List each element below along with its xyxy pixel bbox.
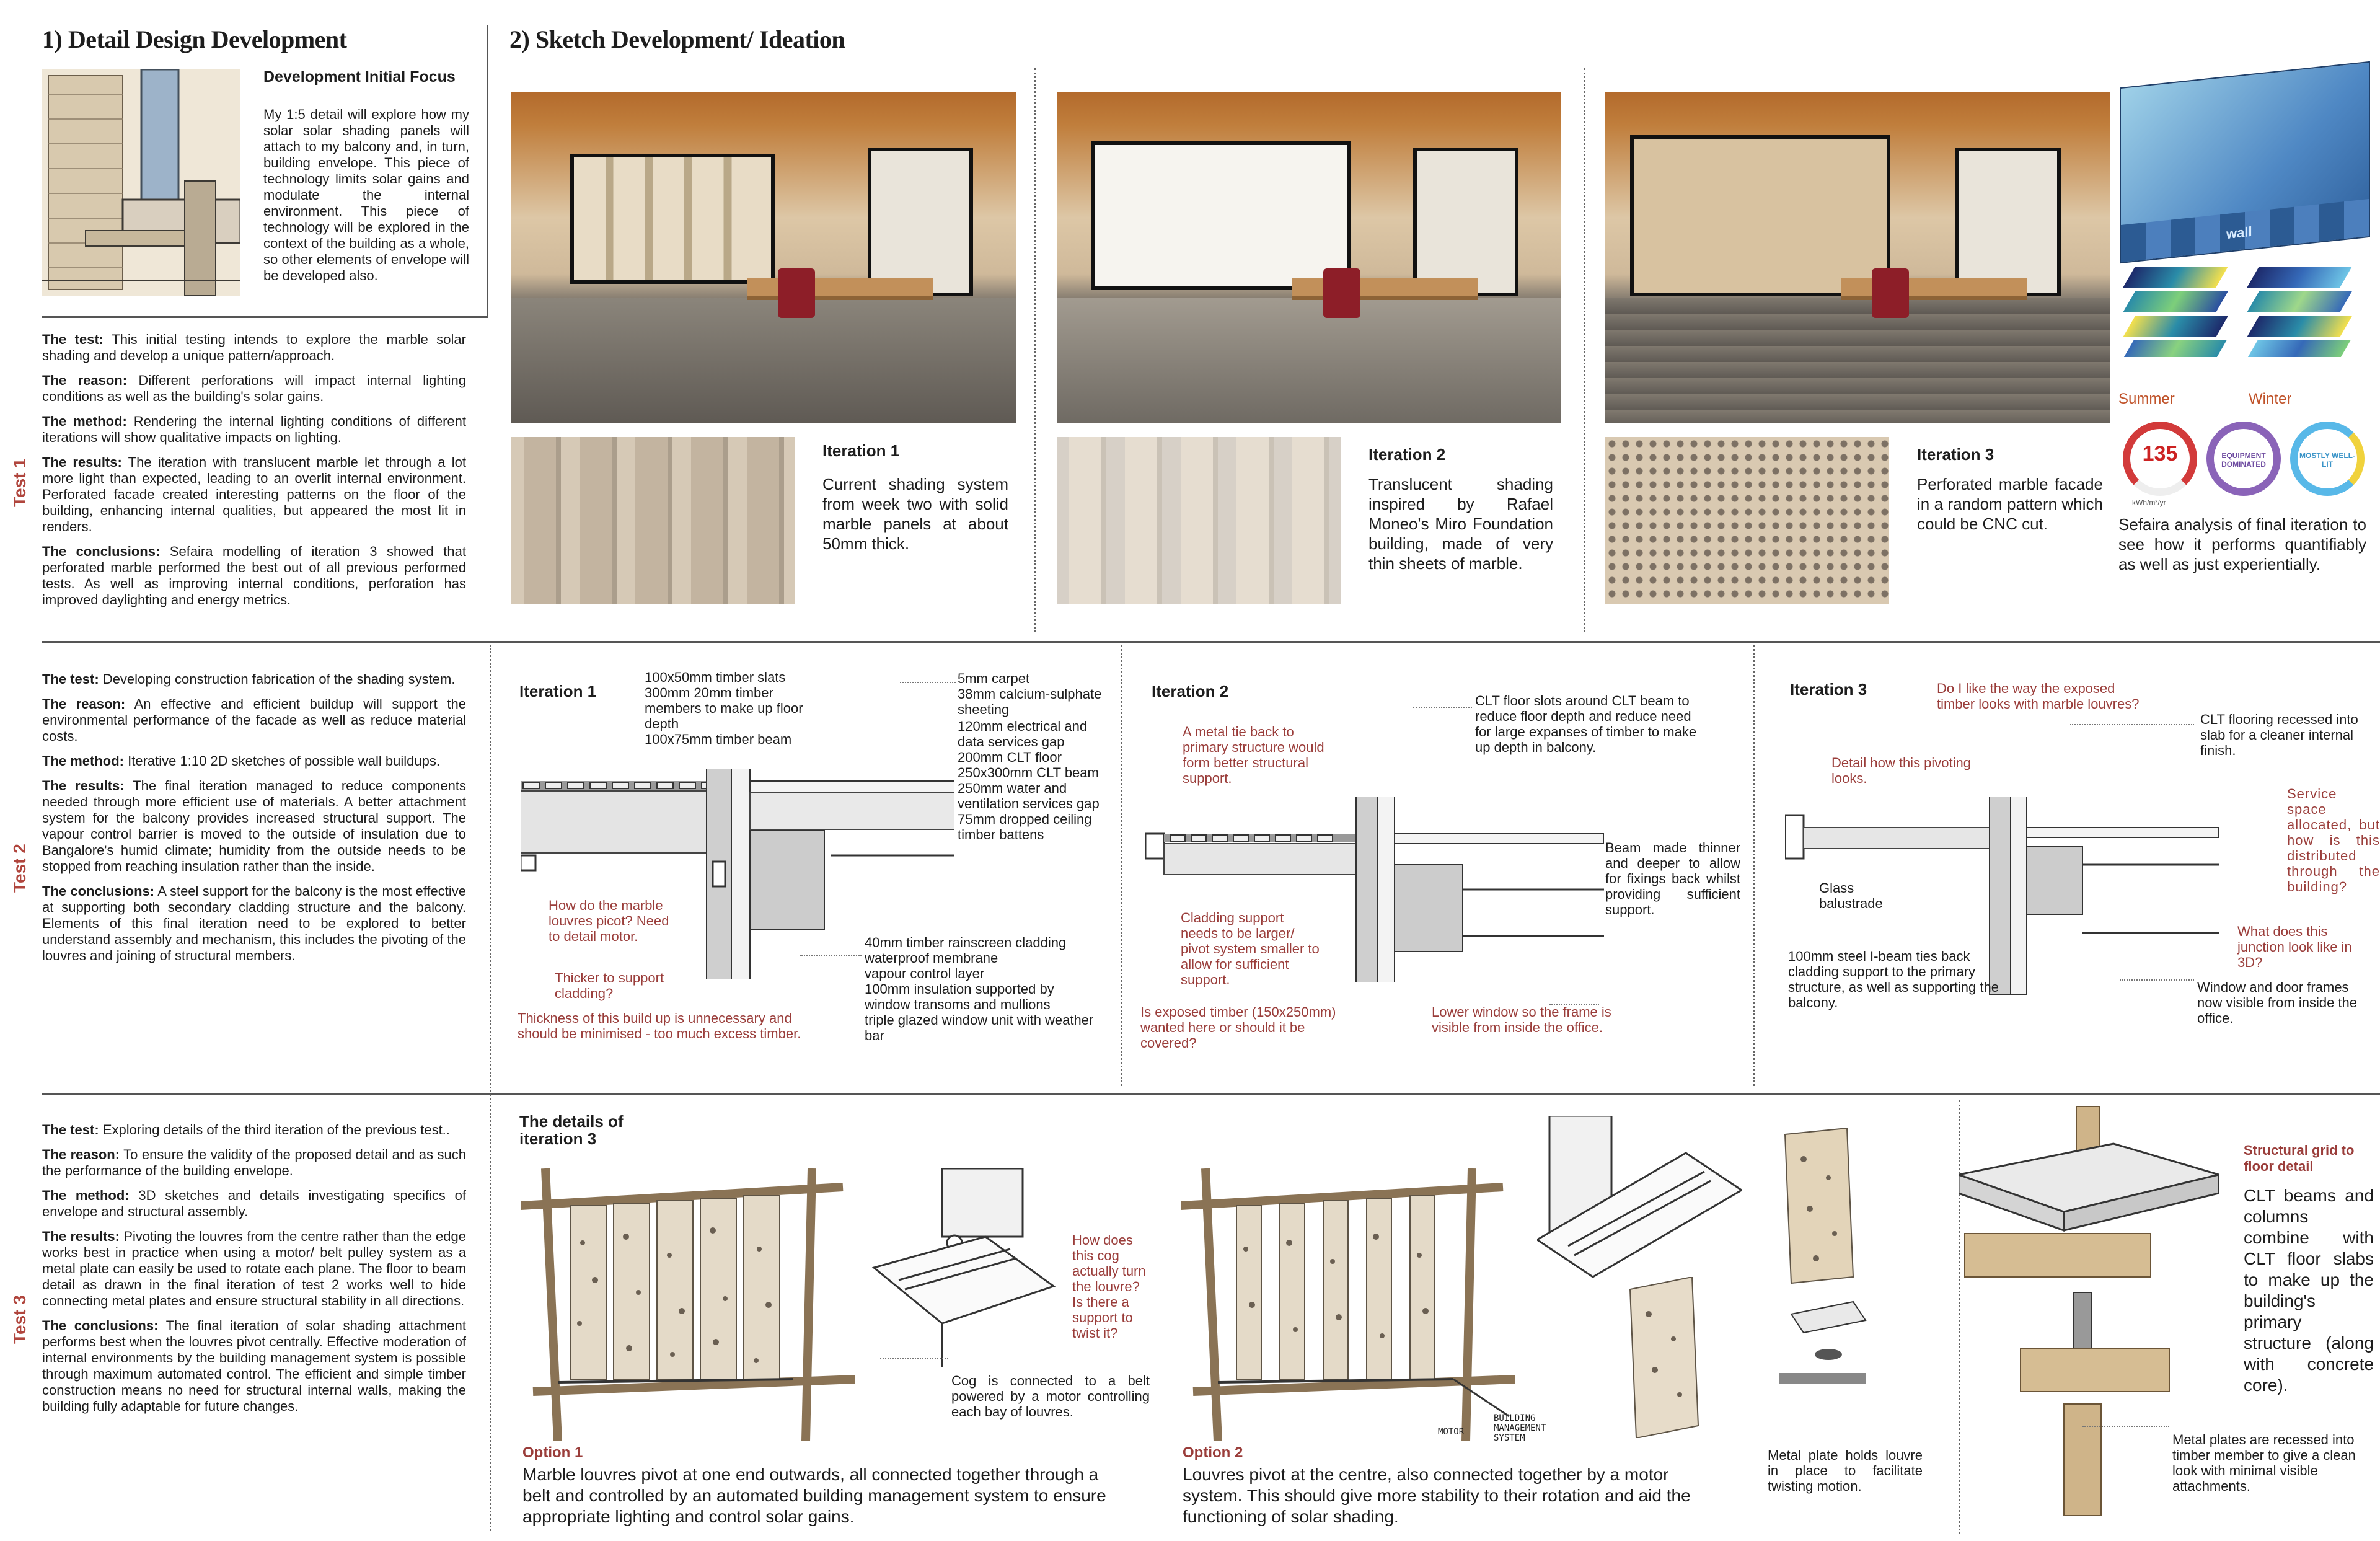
t2-it2-note-beam: Beam made thinner and deeper to allow for fixings back whilst providing sufficient support. bbox=[1605, 840, 1740, 917]
render-divider-2 bbox=[1584, 68, 1585, 632]
t2-it3-note-steel-ibeam: 100mm steel I-beam ties back cladding support to the primary structure, as well as supporting the balcony. bbox=[1788, 948, 1999, 1010]
t2-it2-note-tie-back: A metal tie back to primary structure would form better structural support. bbox=[1183, 724, 1324, 786]
leader-line bbox=[2070, 724, 2194, 725]
t2-it2-note-clt-slots: CLT floor slots around CLT beam to reduce floor depth and reduce need for large expanses of timber to make up depth in balcony. bbox=[1475, 693, 1697, 755]
t2-it3-question-junction: What does this junction look like in 3D? bbox=[2237, 924, 2352, 970]
leader-line bbox=[2120, 979, 2194, 981]
section-1-title: 1) Detail Design Development bbox=[42, 25, 347, 53]
t3-details-title: The details of iteration 3 bbox=[519, 1112, 624, 1148]
structural-grid-body: CLT beams and columns combine with CLT floor slabs to make up the building's primary structure (along with concrete core). bbox=[2244, 1186, 2374, 1395]
top-left-divider bbox=[487, 25, 488, 317]
sefaira-building-model: wall bbox=[2120, 61, 2370, 263]
test-3-label: Test 3 bbox=[10, 1295, 29, 1344]
iteration-3-body: Perforated marble facade in a random pattern which could be CNC cut. bbox=[1917, 475, 2103, 533]
energy-use-unit: kWh/m²/yr bbox=[2132, 498, 2166, 507]
structural-grid-title: Structural grid to floor detail bbox=[2244, 1142, 2355, 1174]
t2-it1-labels-a: 100x50mm timber slats 300mm 20mm timber members to make up floor depth 100x75mm timber beam bbox=[645, 669, 803, 747]
mostly-well-lit-gauge: MOSTLY WELL-LIT bbox=[2290, 422, 2365, 496]
swatch-iteration-1 bbox=[511, 437, 795, 604]
initial-focus-body: My 1:5 detail will explore how my solar solar shading panels will attach to my balcony and, in turn, building envelope. This piece of technology limits solar gains and modulate the internal environment. This piece of technology will be explored in the context of the building as a whole, so other elements of envelope will be developed also. bbox=[263, 107, 469, 283]
winter-label: Winter bbox=[2249, 391, 2292, 407]
t2-it1-note-thickness: Thickness of this build up is unnecessary and should be minimised - too much excess timber. bbox=[518, 1010, 801, 1041]
t2-iteration-2-title: Iteration 2 bbox=[1152, 682, 1229, 700]
t2-it3-question-timber: Do I like the way the exposed timber looks with marble louvres? bbox=[1937, 681, 2140, 712]
row-divider-1 bbox=[42, 641, 2380, 643]
t2-it3-question-service: Service space allocated, but how is this distributed through the building? bbox=[2287, 786, 2380, 894]
metal-plate-sketch bbox=[1773, 1128, 1872, 1389]
cog-question: How does this cog actually turn the louvre? Is there a support to twist it? bbox=[1072, 1232, 1146, 1341]
sketch-divider-2 bbox=[1753, 645, 1755, 1086]
test-1-label: Test 1 bbox=[10, 458, 29, 507]
sefaira-winter-heatmaps bbox=[2247, 267, 2352, 360]
option-1-louvre-sketch bbox=[521, 1168, 855, 1441]
option-2-body: Louvres pivot at the centre, also connected together by a motor system. This should give more stability to their rotation and aid the functioning of solar shading. bbox=[1183, 1465, 1691, 1526]
test-2-label: Test 2 bbox=[10, 844, 29, 893]
t2-it1-labels-c: 40mm timber rainscreen cladding waterproof membrane vapour control layer 100mm insulation supported by window transoms and mullions triple glazed window unit with weather bar bbox=[865, 935, 1094, 1043]
render-divider-1 bbox=[1034, 68, 1036, 632]
initial-detail-sketch bbox=[42, 69, 240, 296]
test-1-description: The test: This initial testing intends to explore the marble solar shading and develop a unique pattern/approach. The reason: Different perforations will impact internal lighting conditions as well as the building's solar gains. The method: Rendering the internal lighting conditions of different iterations will show qualitative impacts on lighting. The results: The iteration with translucent marble let through a lot more light than expected, leading to an overlit internal environment. Perforated facade created interesting patterns on the floor of the building, enhancing internal qualities, but appeared the most lit in renders. The conclusions: Sefaira modelling of iteration 3 showed that perforated marble performed the best out of all previous performed tests. As well as improving internal conditions, perforation has improved daylighting and energy metrics. bbox=[42, 332, 467, 607]
metal-plate-note: Metal plate holds louvre in place to facilitate twisting motion. bbox=[1768, 1447, 1923, 1494]
iteration-2-title: Iteration 2 bbox=[1368, 445, 1446, 464]
bms-label: BUILDING MANAGEMENT SYSTEM bbox=[1494, 1413, 1546, 1443]
t2-it3-note-pivoting: Detail how this pivoting looks. bbox=[1831, 755, 1972, 786]
t2-it1-question-louvres: How do the marble louvres picot? Need to detail motor. bbox=[549, 898, 669, 944]
t2-it2-note-lower-window: Lower window so the frame is visible from inside the office. bbox=[1432, 1004, 1611, 1035]
t2-iteration-1-title: Iteration 1 bbox=[519, 682, 597, 700]
swatch-iteration-2 bbox=[1057, 437, 1341, 604]
t2-it3-note-clt-recessed: CLT flooring recessed into slab for a cleaner internal finish. bbox=[2200, 712, 2358, 758]
render-iteration-2 bbox=[1057, 92, 1561, 423]
leader-line bbox=[800, 955, 862, 956]
summer-label: Summer bbox=[2118, 391, 2175, 407]
render-iteration-3 bbox=[1605, 92, 2110, 423]
left-column-dotted-divider bbox=[490, 645, 491, 1531]
iteration-1-body: Current shading system from week two with solid marble panels at about 50mm thick. bbox=[822, 475, 1008, 553]
iteration-2-body: Translucent shading inspired by Rafael Moneo's Miro Foundation building, made of very thin sheets of marble. bbox=[1368, 475, 1553, 573]
leader-line bbox=[1413, 707, 1472, 708]
leader-line bbox=[880, 1358, 948, 1359]
initial-focus-title: Development Initial Focus bbox=[263, 68, 456, 86]
sketch-divider-1 bbox=[1121, 645, 1122, 1086]
row-divider-2 bbox=[42, 1093, 2380, 1095]
test-3-description: The test: Exploring details of the third iteration of the previous test.. The reason: To ensure the validity of the proposed detail and as such the performance of the building envelope. The method: 3D sketches and details investigating specifics of envelope and structural assembly. The results: Pivoting the louvres from the centre rather than the edge works best in practice when using a motor/ belt pulley system as a metal plate can easily be used to rotate each plane. The floor to beam detail as drawn in the final iteration of test 2 works well to hide connecting metal plates and ensure structural stability in all directions. The conclusions: The final iteration of solar shading attachment performs best when the louvres pivot centrally. Effective moderation of internal environments by the building management system is possible through maximum automated control. The efficient and simple timber construction means no need for structural internal walls, making the building fully adaptable for future changes. bbox=[42, 1122, 466, 1414]
t2-it1-question-thicker: Thicker to support cladding? bbox=[555, 970, 664, 1001]
leader-line bbox=[900, 682, 956, 683]
t2-it3-glass-balustrade: Glass balustrade bbox=[1819, 880, 1883, 911]
sefaira-description: Sefaira analysis of final iteration to see how it performs quantifiably as well as just experientially. bbox=[2118, 515, 2366, 573]
option-2-louvre-sketch bbox=[1181, 1168, 1515, 1441]
metal-plates-note: Metal plates are recessed into timber member to give a clean look with minimal visible attachments. bbox=[2172, 1432, 2356, 1494]
render-iteration-1 bbox=[511, 92, 1016, 423]
t2-it3-note-window-frames: Window and door frames now visible from inside the office. bbox=[2197, 979, 2358, 1026]
cog-detail-sketch bbox=[862, 1168, 1066, 1367]
option-1-body: Marble louvres pivot at one end outwards, all connected together through a belt and controlled by an automated building management system to ensure appropriate lighting and control solar gains. bbox=[522, 1465, 1106, 1526]
option-1-title: Option 1 bbox=[522, 1444, 583, 1461]
energy-use-gauge: 135 bbox=[2123, 422, 2197, 496]
section-2-title: 2) Sketch Development/ Ideation bbox=[509, 25, 845, 53]
leader-line bbox=[2082, 1426, 2169, 1427]
swatch-iteration-3 bbox=[1605, 437, 1889, 604]
test-2-description: The test: Developing construction fabrication of the shading system. The reason: An effective and efficient buildup will support the environmental performance of the facade as well as reduce material costs. The method: Iterative 1:10 2D sketches of possible wall buildups. The results: The final iteration managed to reduce components needed through more efficient use of materials. A better attachment system for the balcony provides increased structural support. The vapour control barrier is moved to the outside of insulation due to Bangalore's humid climate; humidity from the outside needs to be stopped from reaching insulation rather than the inside. The conclusions: A steel support for the balcony is the most effective at supporting both secondary cladding structure and the balcony. Elements of this final iteration need to be explored to better understand assembly and mechanism, this includes the pivoting of the louvres and joining of structural members. bbox=[42, 671, 466, 963]
t2-iteration-3-title: Iteration 3 bbox=[1790, 680, 1867, 699]
sefaira-summer-heatmaps bbox=[2123, 267, 2228, 360]
leader-line bbox=[1549, 1004, 1599, 1005]
t2-it2-note-cladding-support: Cladding support needs to be larger/ pivot system smaller to allow for sufficient support. bbox=[1181, 910, 1320, 987]
equipment-dominated-gauge: EQUIPMENT DOMINATED bbox=[2206, 422, 2281, 496]
intro-divider bbox=[42, 316, 488, 318]
iteration-3-title: Iteration 3 bbox=[1917, 445, 1994, 464]
motor-label: MOTOR bbox=[1438, 1427, 1465, 1437]
t2-it1-labels-b: 5mm carpet 38mm calcium-sulphate sheeting 120mm electrical and data services gap 200mm CLT floor 250x300mm CLT beam 250mm water and ventilation services gap 75mm dropped ceiling timber battens bbox=[958, 671, 1102, 842]
option-2-title: Option 2 bbox=[1183, 1444, 1243, 1461]
t2-it2-question-exposed-timber: Is exposed timber (150x250mm) wanted here or should it be covered? bbox=[1140, 1004, 1336, 1051]
louvre-panel-sketch bbox=[1624, 1277, 1704, 1438]
cog-note: Cog is connected to a belt powered by a motor controlling each bay of louvres. bbox=[951, 1373, 1150, 1420]
iteration-1-title: Iteration 1 bbox=[822, 441, 900, 460]
